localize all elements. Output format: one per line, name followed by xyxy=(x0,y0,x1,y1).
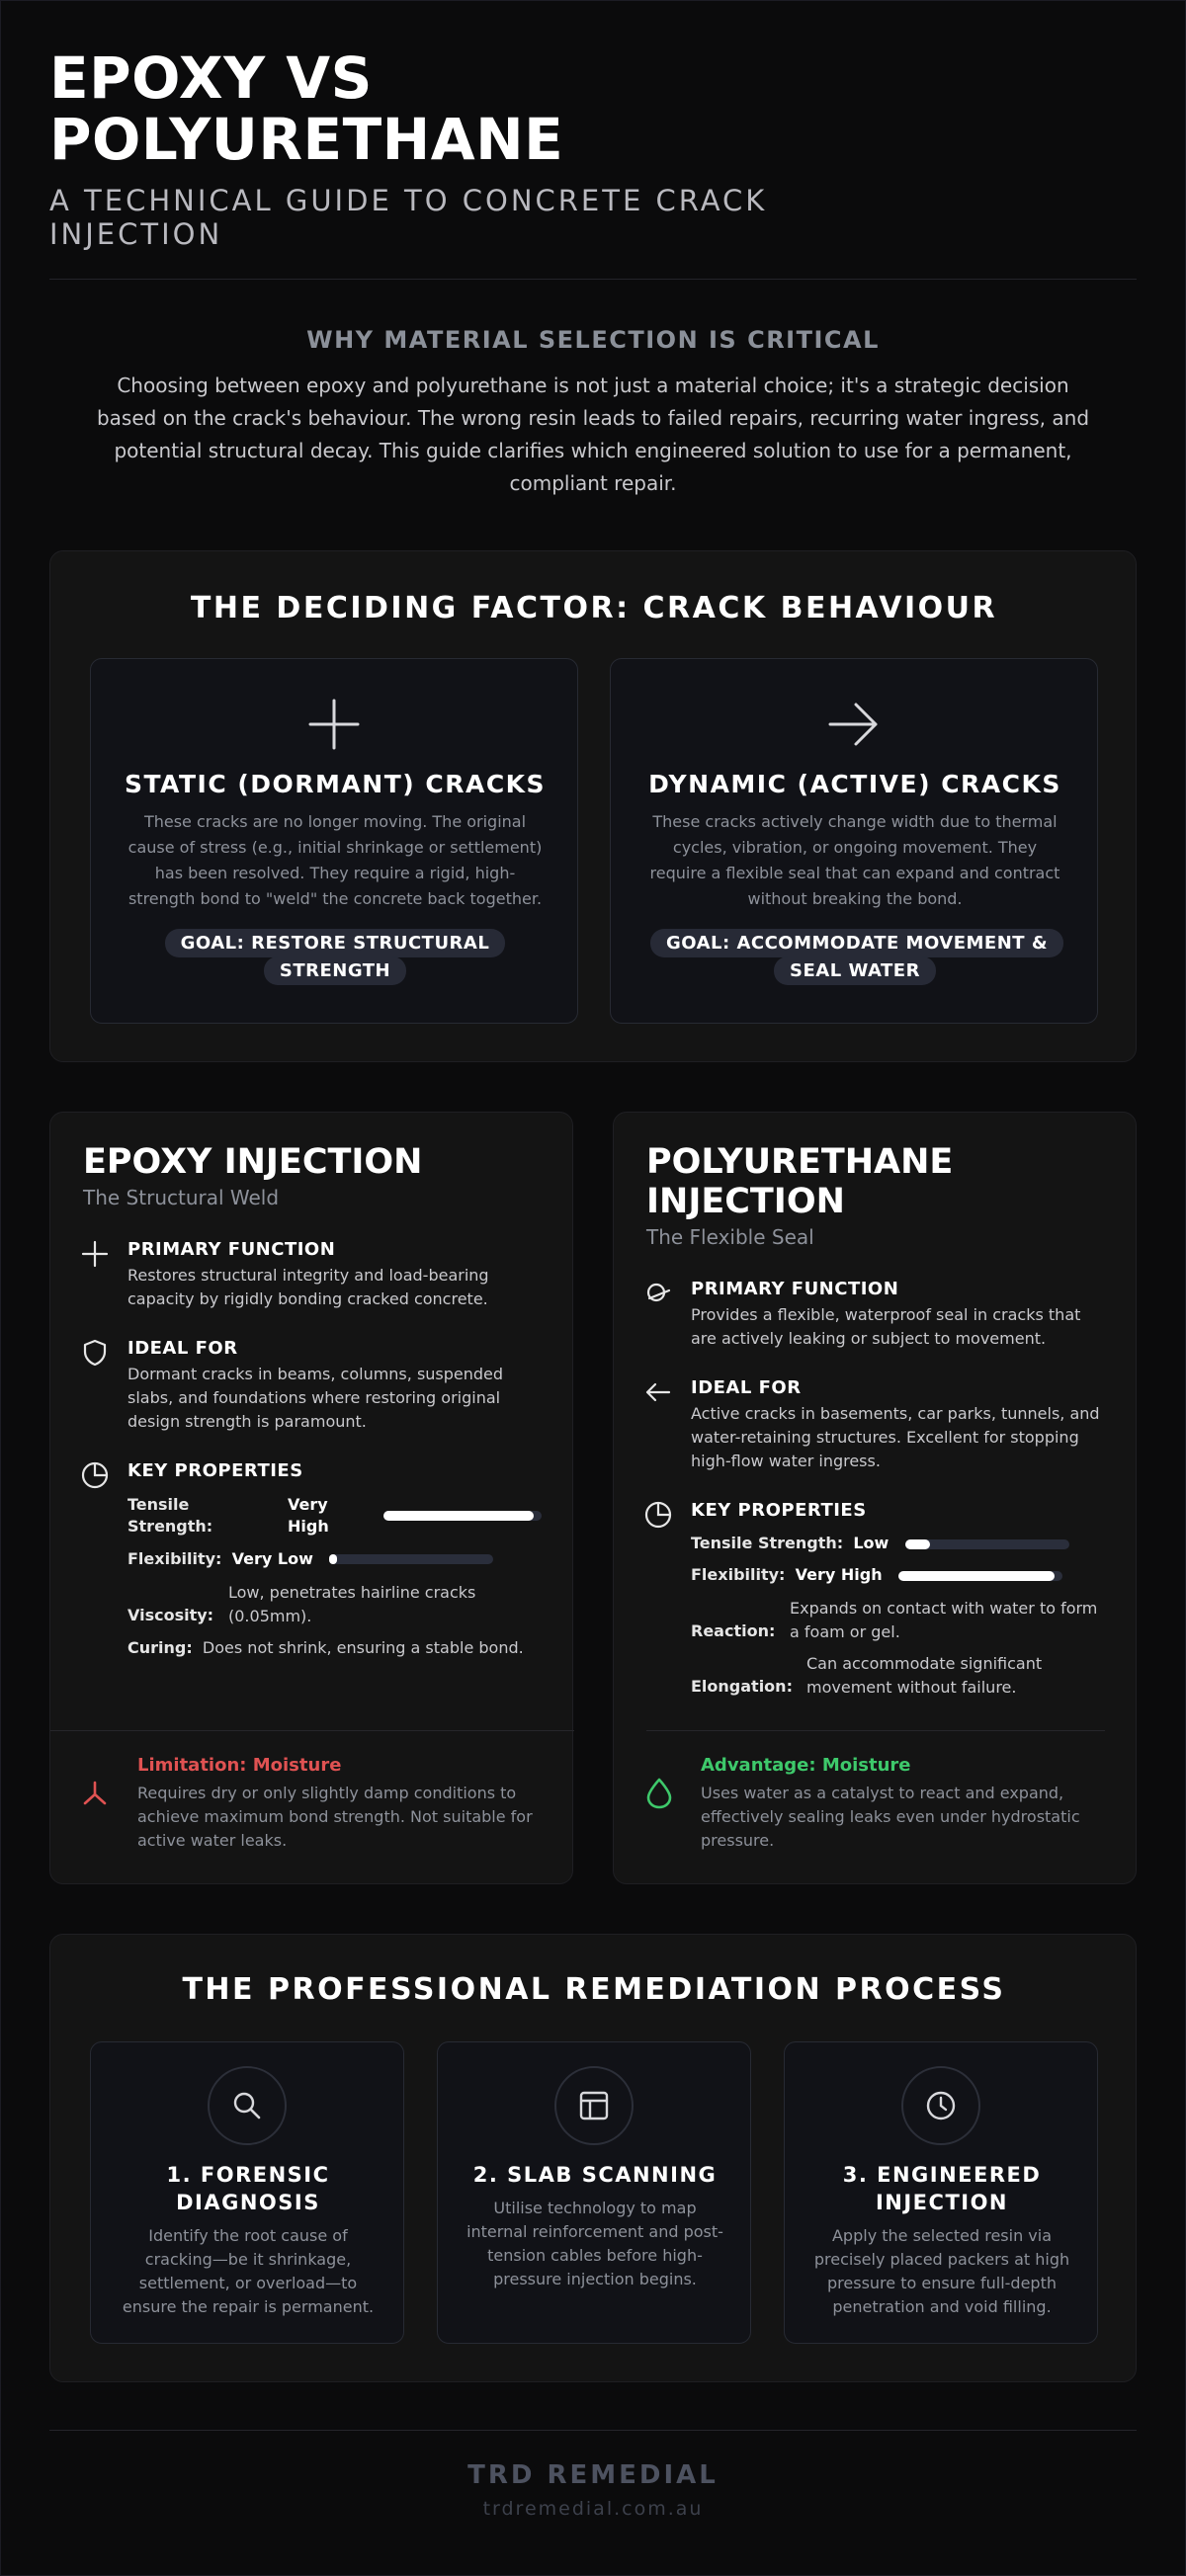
polyurethane-elongation-label: Elongation: xyxy=(691,1677,793,1696)
polyurethane-primary-function-heading: PRIMARY FUNCTION xyxy=(691,1279,899,1299)
epoxy-flexibility: Flexibility: Very Low xyxy=(127,1549,313,1568)
search-icon xyxy=(208,2066,287,2145)
polyurethane-primary-function xyxy=(643,1279,1108,1351)
arrow-right-icon xyxy=(826,697,882,756)
epoxy-tensile-label: Tensile Strength: xyxy=(127,1495,213,1536)
dynamic-cracks-title: DYNAMIC (ACTIVE) CRACKS xyxy=(648,770,1061,798)
pie-chart-icon xyxy=(80,1460,110,1490)
crack-behaviour-panel xyxy=(49,550,1137,1062)
epoxy-limitation xyxy=(80,1755,554,1853)
polyurethane-ideal-for-body: Active cracks in basements, car parks, tunnels, and water-retaining structures. Excellent for stopping high-flow water ingress. xyxy=(691,1404,1100,1470)
polyurethane-advantage-body: Uses water as a catalyst to react and expand, effectively sealing leaks even under hydrostatic pressure. xyxy=(701,1784,1080,1850)
epoxy-subtitle: The Structural Weld xyxy=(83,1186,280,1209)
intro-section xyxy=(89,326,1097,500)
footer xyxy=(0,2460,1186,2520)
process-title: THE PROFESSIONAL REMEDIATION PROCESS xyxy=(182,1972,1006,2007)
epoxy-key-properties-heading: KEY PROPERTIES xyxy=(127,1460,303,1481)
epoxy-curing: Curing: Does not shrink, ensuring a stable bond. xyxy=(127,1638,524,1657)
polyurethane-ideal-for xyxy=(643,1377,1108,1473)
epoxy-ideal-for-body: Dormant cracks in beams, columns, suspended slabs, and foundations where restoring original design strength is paramount. xyxy=(127,1365,504,1431)
epoxy-primary-function-body: Restores structural integrity and load-bearing capacity by rigidly bonding cracked concrete. xyxy=(127,1266,489,1308)
shield-icon xyxy=(80,1338,110,1368)
process-step-2 xyxy=(437,2041,751,2344)
plus-icon xyxy=(306,697,362,756)
epoxy-panel xyxy=(49,1112,573,1884)
epoxy-limitation-body: Requires dry or only slightly damp conditions to achieve maximum bond strength. Not suitable for active water leaks. xyxy=(137,1784,533,1850)
water-drop-icon xyxy=(643,1777,675,1814)
polyurethane-tensile-bar xyxy=(905,1539,1069,1549)
footer-brand: TRD REMEDIAL xyxy=(467,2460,719,2490)
process-panel xyxy=(49,1934,1137,2382)
polyurethane-flexibility: Flexibility: Very High xyxy=(691,1565,883,1584)
polyurethane-title: POLYURETHANE INJECTION xyxy=(646,1142,954,1221)
static-cracks-body: These cracks are no longer moving. The original cause of stress (e.g., initial shrinkage or settlement) has been resolved. They require a rigid, high-strength bond to "weld" the concrete back together. xyxy=(127,812,543,908)
epoxy-viscosity-text: Low, penetrates hairline cracks (0.05mm). xyxy=(228,1583,476,1625)
epoxy-limitation-heading: Limitation: Moisture xyxy=(137,1755,342,1776)
clock-icon xyxy=(901,2066,980,2145)
polyurethane-ideal-for-heading: IDEAL FOR xyxy=(691,1377,802,1398)
process-step-3-body: Apply the selected resin via precisely placed packers at high pressure to ensure full-depth penetration and void filling. xyxy=(813,2226,1070,2316)
plus-icon xyxy=(80,1239,110,1269)
process-step-1 xyxy=(90,2041,404,2344)
arrow-left-icon xyxy=(643,1377,673,1407)
polyurethane-advantage-heading: Advantage: Moisture xyxy=(701,1755,911,1776)
polyurethane-panel xyxy=(613,1112,1137,1884)
intro-body: Choosing between epoxy and polyurethane is not just a material choice; it's a strategic decision based on the crack's behaviour. The wrong resin leads to failed repairs, recurring water ingress, and potential structural decay. This guide clarifies which engineered solution to use for a permanent, compliant repair. xyxy=(96,374,1090,495)
polyurethane-reaction-label: Reaction: xyxy=(691,1621,776,1640)
epoxy-divider xyxy=(50,1730,574,1731)
polyurethane-advantage xyxy=(643,1755,1118,1853)
polyurethane-tensile: Tensile Strength: Low xyxy=(691,1534,890,1552)
polyurethane-flexibility-bar xyxy=(898,1571,1062,1581)
page-subtitle: A TECHNICAL GUIDE TO CONCRETE CRACK INJECTION xyxy=(49,184,768,251)
polyurethane-primary-function-body: Provides a flexible, waterproof seal in cracks that are actively leaking or subject to movement. xyxy=(691,1305,1081,1348)
process-step-2-body: Utilise technology to map internal reinforcement and post-tension cables before high-pressure injection begins. xyxy=(466,2199,723,2288)
epoxy-key-properties xyxy=(80,1460,545,1481)
static-cracks-title: STATIC (DORMANT) CRACKS xyxy=(124,770,547,798)
epoxy-tensile-bar xyxy=(383,1511,542,1521)
dynamic-cracks-body: These cracks actively change width due to thermal cycles, vibration, or ongoing movement. They require a flexible seal that can expand and contract without breaking the bond. xyxy=(649,812,1060,908)
dynamic-cracks-goal-badge: GOAL: ACCOMMODATE MOVEMENT & SEAL WATER xyxy=(650,929,1063,985)
epoxy-flexibility-bar xyxy=(329,1554,493,1564)
page-title: EPOXY VS POLYURETHANE xyxy=(49,44,564,173)
dynamic-cracks-card xyxy=(610,658,1098,1024)
process-step-2-title: 2. SLAB SCANNING xyxy=(472,2163,718,2187)
header xyxy=(49,44,1137,251)
epoxy-primary-function xyxy=(80,1239,545,1311)
footer-url[interactable]: trdremedial.com.au xyxy=(482,2498,704,2520)
epoxy-ideal-for-heading: IDEAL FOR xyxy=(127,1338,238,1359)
polyurethane-key-properties-heading: KEY PROPERTIES xyxy=(691,1500,867,1521)
epoxy-primary-function-heading: PRIMARY FUNCTION xyxy=(127,1239,336,1260)
epoxy-ideal-for xyxy=(80,1338,545,1434)
split-icon xyxy=(80,1779,110,1812)
polyurethane-key-properties xyxy=(643,1500,1108,1521)
static-cracks-card xyxy=(90,658,578,1024)
process-step-1-body: Identify the root cause of cracking—be it shrinkage, settlement, or overload—to ensure the repair is permanent. xyxy=(122,2226,375,2316)
epoxy-title: EPOXY INJECTION xyxy=(83,1142,423,1182)
static-cracks-goal-badge: GOAL: RESTORE STRUCTURAL STRENGTH xyxy=(165,929,506,985)
header-divider xyxy=(49,279,1137,280)
process-step-3-title: 3. ENGINEERED INJECTION xyxy=(842,2163,1042,2214)
layout-icon xyxy=(554,2066,634,2145)
polyurethane-elongation-text: Can accommodate significant movement without failure. xyxy=(806,1654,1043,1697)
polyurethane-reaction-text: Expands on contact with water to form a foam or gel. xyxy=(790,1599,1098,1641)
crack-behaviour-title: THE DECIDING FACTOR: CRACK BEHAVIOUR xyxy=(190,591,998,625)
polyurethane-divider xyxy=(646,1730,1105,1731)
process-step-1-title: 1. FORENSIC DIAGNOSIS xyxy=(166,2163,330,2214)
intro-heading: WHY MATERIAL SELECTION IS CRITICAL xyxy=(306,326,880,354)
epoxy-viscosity-label: Viscosity: xyxy=(127,1606,214,1624)
process-step-3 xyxy=(784,2041,1098,2344)
footer-divider xyxy=(49,2430,1137,2431)
pie-chart-icon xyxy=(643,1500,673,1530)
polyurethane-subtitle: The Flexible Seal xyxy=(646,1225,814,1249)
epoxy-tensile-value: Very High xyxy=(288,1495,329,1536)
seal-icon xyxy=(643,1279,673,1308)
